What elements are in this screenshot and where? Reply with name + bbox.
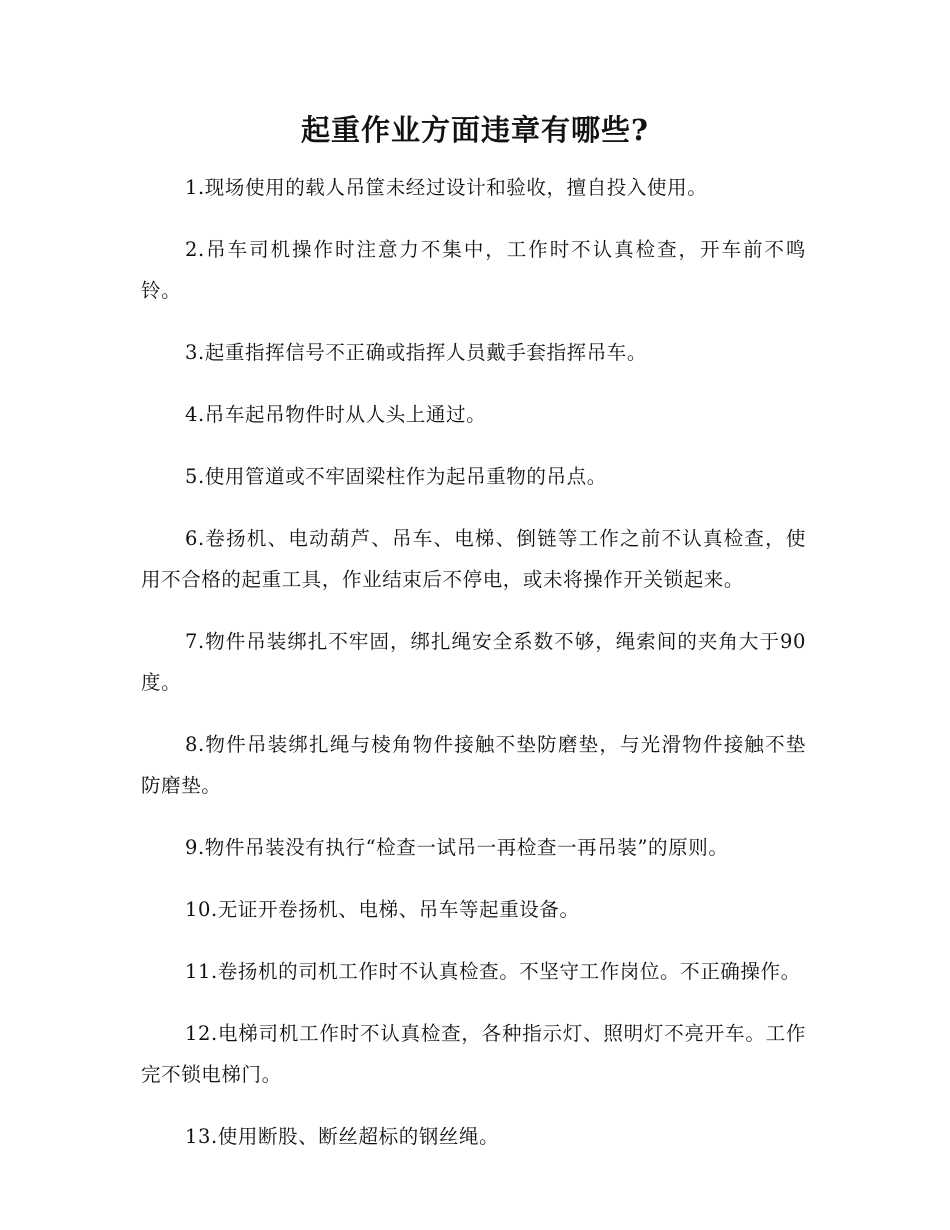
list-item: 1.现场使用的载人吊筐未经过设计和验收，擅自投入使用。	[185, 176, 708, 199]
list-item: 3.起重指挥信号不正确或指挥人员戴手套指挥吊车。	[185, 341, 648, 364]
list-item: 9.物件吊装没有执行“检查一试吊一再检查一再吊装”的原则。	[185, 836, 729, 859]
list-item: 8.物件吊装绑扎绳与棱角物件接触不垫防磨垫，与光滑物件接触不垫防磨垫。	[141, 733, 806, 797]
list-item: 7.物件吊装绑扎不牢固，绑扎绳安全系数不够，绳索间的夹角大于90度。	[141, 630, 806, 694]
list-item: 10.无证开卷扬机、电梯、吊车等起重设备。	[185, 898, 580, 921]
violation-list	[141, 167, 806, 1178]
list-item: 4.吊车起吊物件时从人头上通过。	[185, 403, 487, 426]
list-item: 11.卷扬机的司机工作时不认真检查。不坚守工作岗位。不正确操作。	[185, 960, 801, 983]
list-item: 12.电梯司机工作时不认真检查，各种指示灯、照明灯不亮开车。工作完不锁电梯门。	[141, 1022, 806, 1086]
list-item: 6.卷扬机、电动葫芦、吊车、电梯、倒链等工作之前不认真检查，使用不合格的起重工具，作业结束后不停电，或未将操作开关锁起来。	[141, 527, 806, 591]
list-item: 2.吊车司机操作时注意力不集中，工作时不认真检查，开车前不鸣铃。	[141, 238, 806, 302]
list-item: 13.使用断股、断丝超标的钢丝绳。	[185, 1125, 500, 1148]
list-item: 5.使用管道或不牢固梁柱作为起吊重物的吊点。	[185, 465, 607, 488]
document-title: 起重作业方面违章有哪些?	[301, 113, 649, 147]
